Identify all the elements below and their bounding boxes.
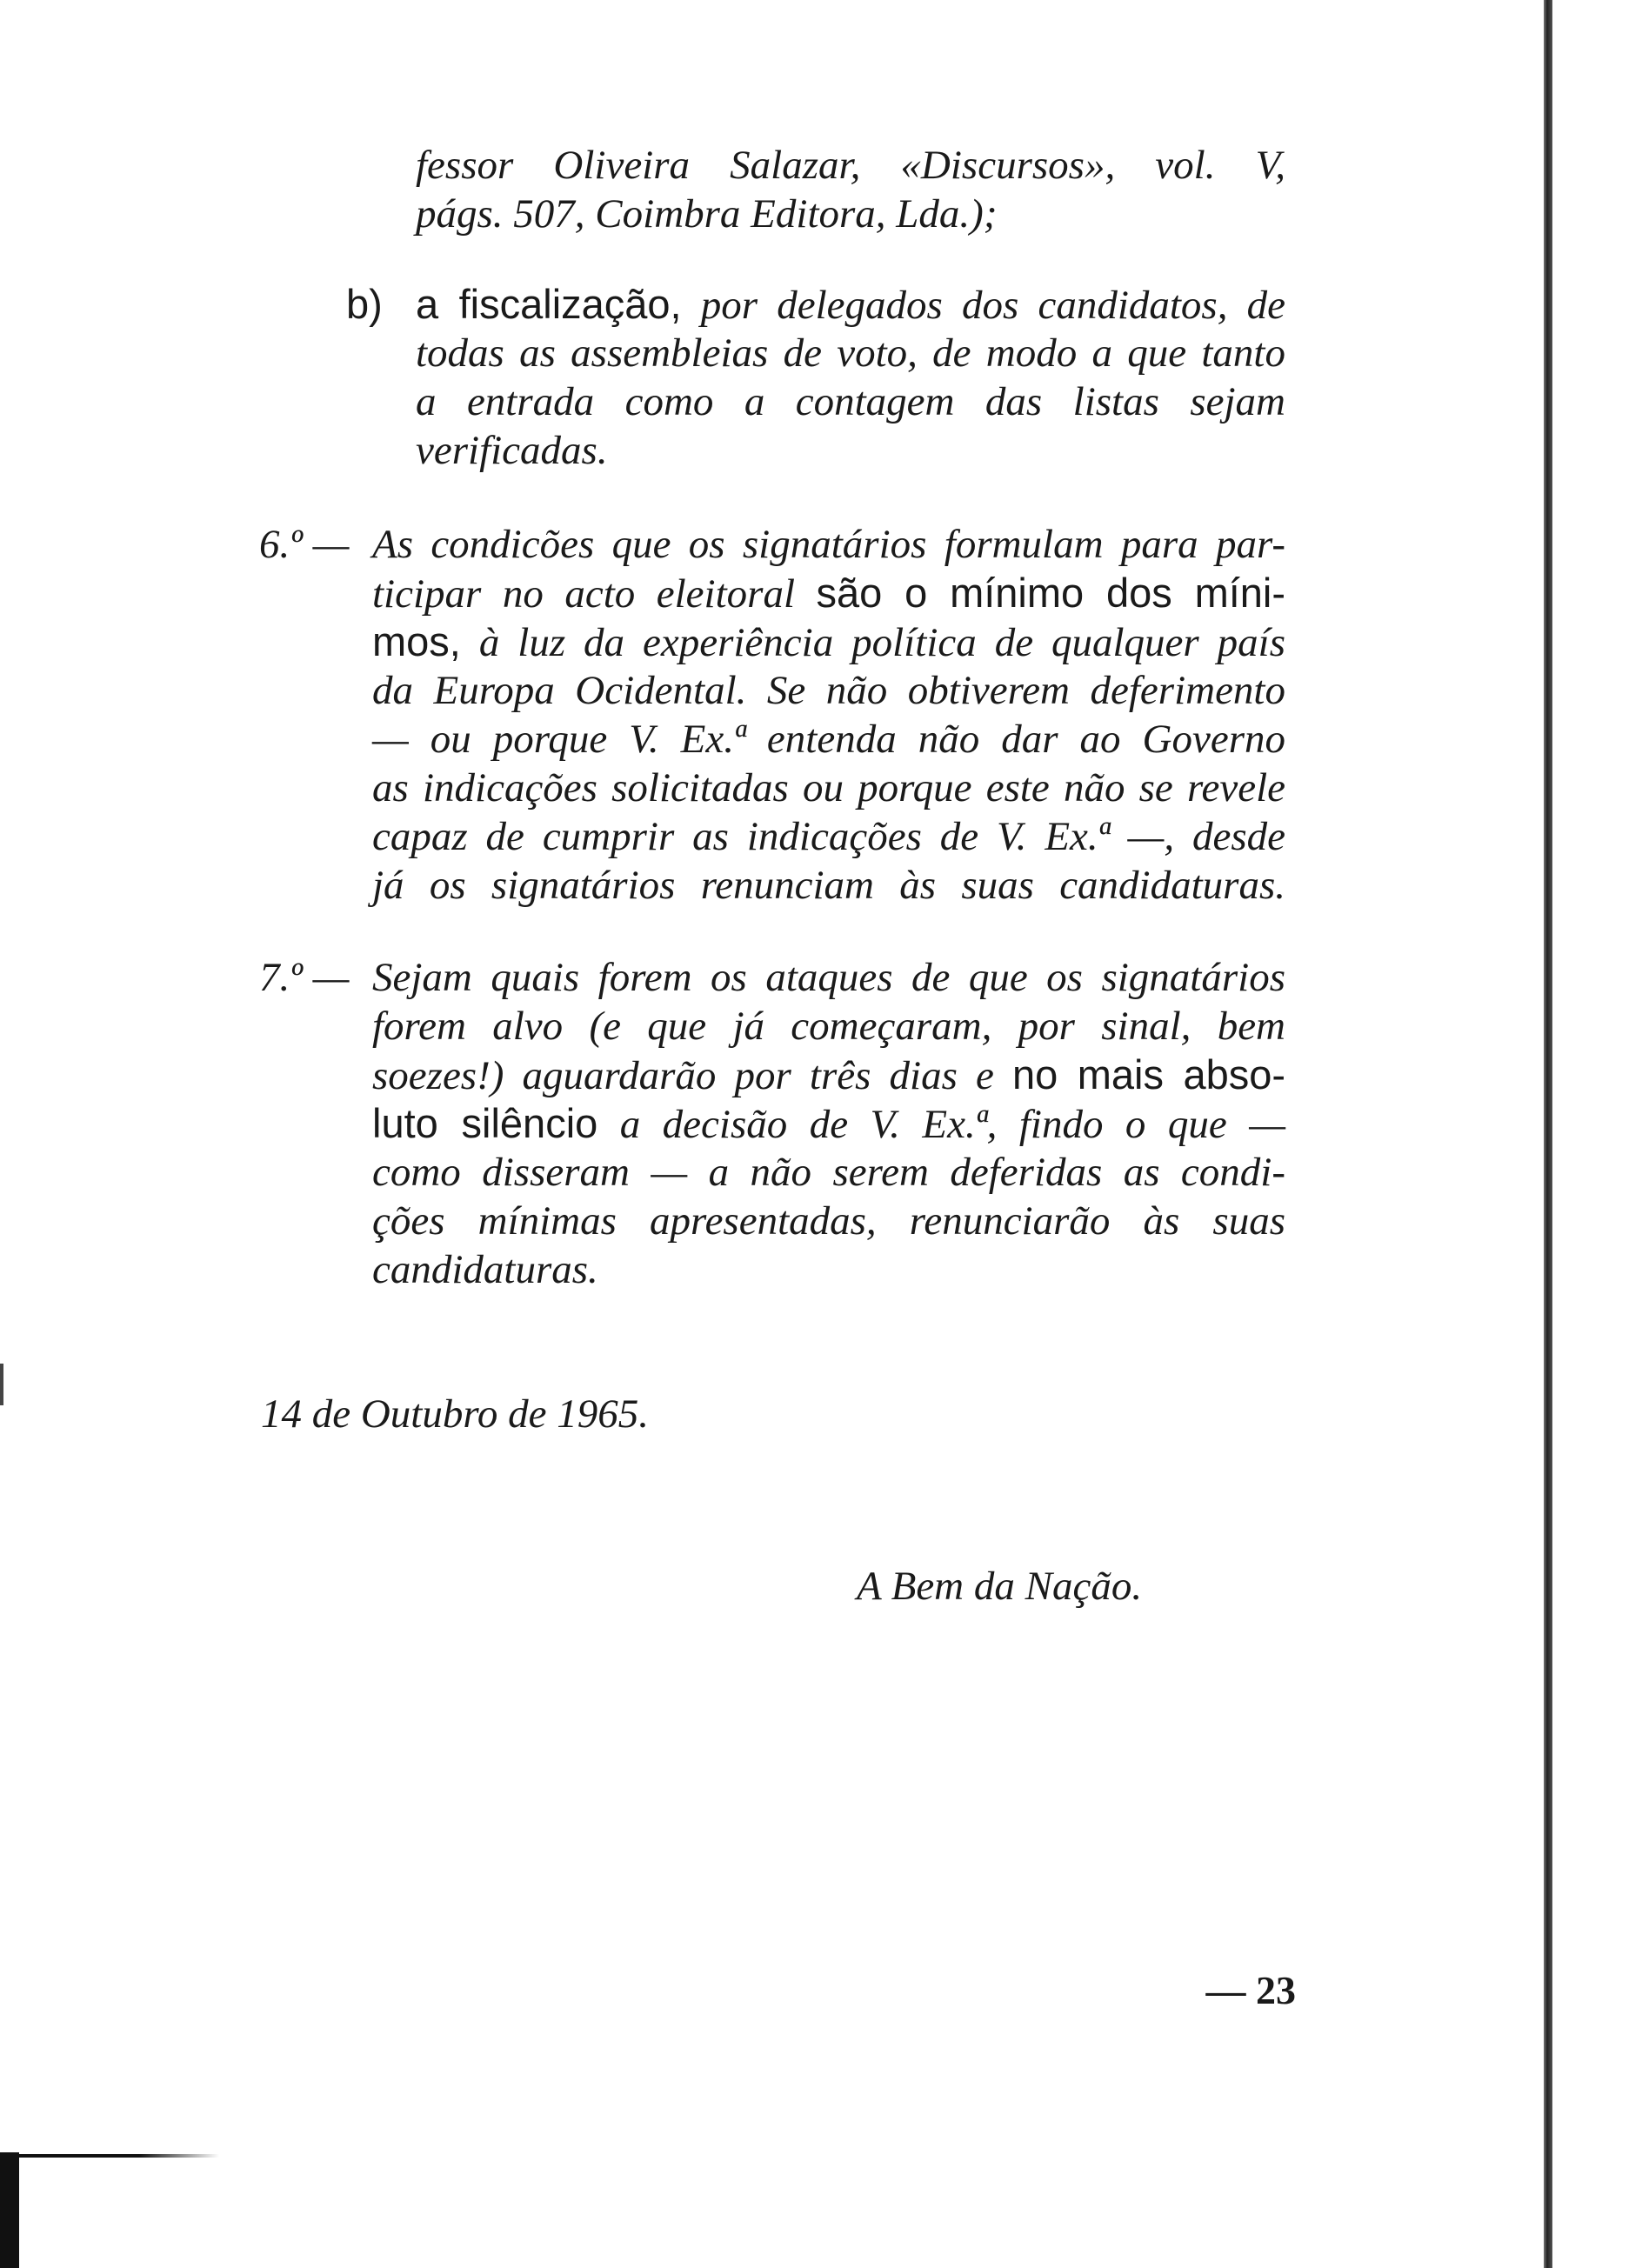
- para-7-line-1: Sejam quais forem os ataques de que os signatários: [372, 955, 1285, 1000]
- item-b-line-1: [416, 280, 1285, 330]
- para-7-line-4: [372, 1099, 1285, 1149]
- para-6-line-4: da Europa Ocidental. Se não obtiverem deferimento: [372, 668, 1285, 713]
- continuation-line-2: págs. 507, Coimbra Editora, Lda.);: [416, 191, 998, 237]
- binding-mark: [0, 2152, 19, 2268]
- item-b-line-1-italic: por delegados dos candidatos, de: [700, 283, 1286, 328]
- para-6-line-2-upright: são o mínimo dos míni-: [816, 570, 1286, 616]
- item-b-line-2: todas as assembleias de voto, de modo a que tanto: [416, 330, 1285, 376]
- para-6-line-6: as indicações solicitadas ou porque este não se revele: [372, 765, 1285, 810]
- binding-line: [19, 2154, 219, 2158]
- item-b-marker: b): [346, 281, 383, 327]
- para-7-line-3: [372, 1051, 1285, 1100]
- continuation-line-1: fessor Oliveira Salazar, «Discursos», vol. V,: [416, 143, 1285, 188]
- para-7-number: 7.º —: [259, 955, 350, 1000]
- para-7-line-4-italic: a decisão de V. Ex.ª, findo o que —: [619, 1102, 1285, 1147]
- para-6-line-2: [372, 569, 1285, 618]
- para-6-line-5: — ou porque V. Ex.ª entenda não dar ao Governo: [372, 717, 1285, 762]
- para-6-line-1: As condicões que os signatários formulam para par-: [372, 522, 1285, 567]
- para-6-number: 6.º —: [259, 522, 350, 567]
- para-7-line-3-upright: no mais abso-: [1012, 1051, 1286, 1097]
- para-6-line-7: capaz de cumprir as indicações de V. Ex.ª —, desde: [372, 814, 1285, 859]
- para-7-line-4-upright: luto silêncio: [372, 1100, 598, 1146]
- date-line: 14 de Outubro de 1965.: [261, 1391, 650, 1437]
- page-edge-shadow: [1544, 0, 1552, 2268]
- closing-line: A Bem da Nação.: [857, 1564, 1143, 1609]
- para-6-line-3-italic: à luz da experiência política de qualquer país: [478, 620, 1286, 665]
- para-6-line-3-upright: mos,: [372, 618, 461, 664]
- item-b-line-3: a entrada como a contagem das listas sejam: [416, 379, 1285, 424]
- para-7-line-6: ções mínimas apresentadas, renunciarão às suas: [372, 1198, 1285, 1244]
- para-7-line-5: como disseram — a não serem deferidas as condi-: [372, 1150, 1285, 1195]
- item-b-line-4: verificadas.: [416, 428, 608, 473]
- para-7-line-3-italic: soezes!) aguardarão por três dias e: [372, 1053, 994, 1098]
- para-6-line-8: já os signatários renunciam às suas candidaturas.: [372, 863, 1285, 908]
- para-6-line-3: [372, 617, 1285, 667]
- page-number: — 23: [1205, 1968, 1296, 2012]
- para-6-line-2-italic: ticipar no acto eleitoral: [372, 571, 796, 617]
- item-b-lead: a fiscalização,: [416, 281, 682, 327]
- para-7-line-2: forem alvo (e que já começaram, por sinal, bem: [372, 1004, 1285, 1049]
- para-7-line-7: candidaturas.: [372, 1247, 598, 1292]
- margin-tick: [0, 1364, 3, 1405]
